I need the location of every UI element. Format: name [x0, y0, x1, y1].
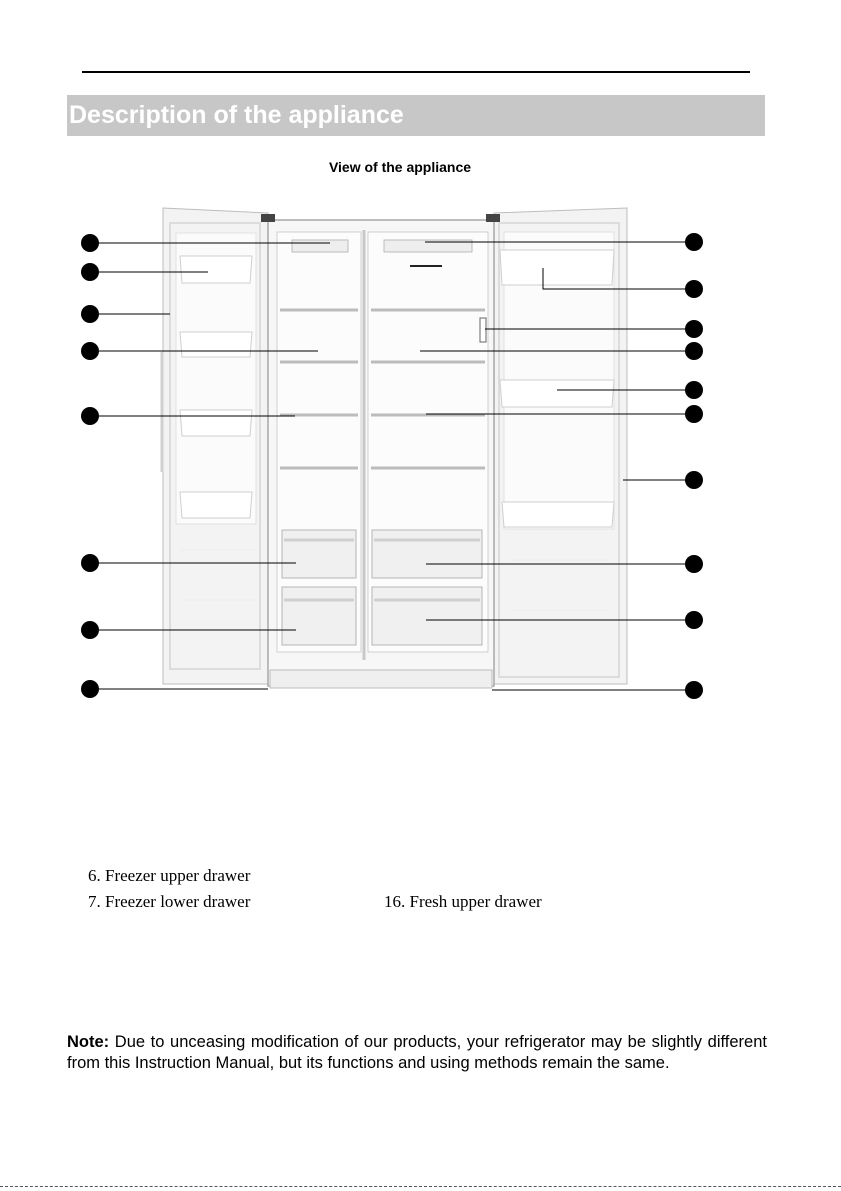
- legend-item-7: 7. Freezer lower drawer: [88, 892, 251, 911]
- figure-caption: View of the appliance: [328, 159, 472, 175]
- note-text: Due to unceasing modification of our products, your refrigerator may be slightly different from this Instruction Manual, but its functions and using methods remain the same.: [67, 1033, 767, 1072]
- legend-item-16: 16. Fresh upper drawer: [384, 892, 542, 911]
- cabinet: [261, 214, 500, 688]
- note-label: Note:: [67, 1033, 110, 1051]
- note-paragraph: [67, 1032, 767, 1074]
- legend-item-6: 6. Freezer upper drawer: [88, 866, 251, 885]
- appliance-figure: [0, 195, 841, 705]
- right-door: [494, 208, 627, 684]
- section-header: [67, 95, 765, 136]
- left-door: [162, 208, 268, 684]
- top-rule: [82, 71, 750, 73]
- section-title: Description of the appliance: [69, 101, 404, 129]
- bottom-rule: [0, 1186, 841, 1187]
